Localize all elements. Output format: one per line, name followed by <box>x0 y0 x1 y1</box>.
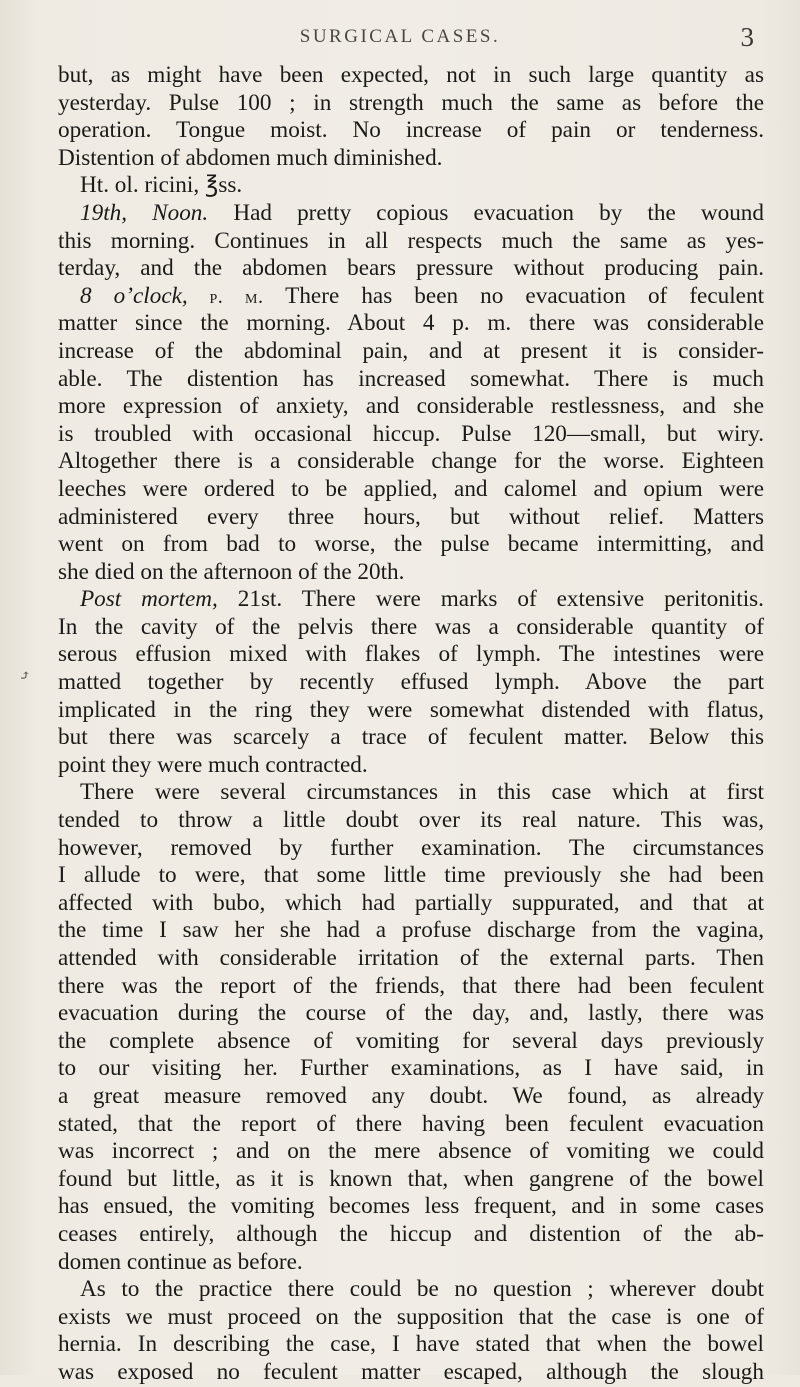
text-line <box>58 1249 764 1277</box>
line-text: terday, and the abdomen bears pressure without producing pain. <box>58 255 764 282</box>
text-line <box>58 1138 764 1166</box>
line-text: the time I saw her she had a profuse discharge from the vagina, <box>58 917 764 944</box>
text-line <box>58 90 764 118</box>
line-text: a great measure removed any doubt. We found, as already <box>58 1082 764 1109</box>
line-text: evacuation during the course of the day, and, lastly, there was <box>58 1000 764 1027</box>
line-text: is troubled with occasional hiccup. Pulse 120—small, but wiry. <box>58 420 764 447</box>
line-text: has ensued, the vomiting becomes less frequent, and in some cases <box>58 1193 764 1220</box>
line-text: Distention of abdomen much diminished. <box>58 144 443 171</box>
text-line <box>58 1083 764 1111</box>
text-line <box>58 1166 764 1194</box>
text-line <box>58 255 764 283</box>
text-line <box>58 752 764 780</box>
italic-lead: Post mortem, <box>80 586 218 613</box>
text-line <box>58 724 764 752</box>
text-line <box>58 338 764 366</box>
line-text: hernia. In describing the case, I have stated that when the bowel <box>58 1331 764 1358</box>
line-text: administered every three hours, but without relief. Matters <box>58 503 764 530</box>
text-line <box>58 641 764 669</box>
line-text: to our visiting her. Further examinations, as I have said, in <box>58 1055 764 1082</box>
line-text: able. The distention has increased somewhat. There is much <box>58 365 764 392</box>
line-text: leeches were ordered to be applied, and calomel and opium were <box>58 475 764 502</box>
text-line <box>58 366 764 394</box>
line-text: increase of the abdominal pain, and at present it is consider- <box>58 337 764 364</box>
text-line <box>58 1276 764 1304</box>
text-line <box>58 945 764 973</box>
line-text: Altogether there is a considerable change for the worse. Eighteen <box>58 448 764 475</box>
text-line <box>58 1000 764 1028</box>
line-text: Ht. ol. ricini, ℥ss. <box>80 172 243 199</box>
text-line <box>58 973 764 1001</box>
text-line <box>58 586 764 614</box>
line-text: domen continue as before. <box>58 1248 303 1275</box>
text-line <box>58 421 764 449</box>
text-line <box>58 1028 764 1056</box>
text-line <box>58 448 764 476</box>
text-line <box>58 1331 764 1359</box>
line-text: serous effusion mixed with flakes of lymph. The intestines were <box>58 641 764 668</box>
italic-lead: 19th, Noon. <box>80 199 209 226</box>
line-text: point they were much contracted. <box>58 751 368 778</box>
line-text: was exposed no feculent matter escaped, although the slough <box>58 1358 764 1385</box>
text-line <box>58 1193 764 1221</box>
line-text: this morning. Continues in all respects much the same as yes- <box>58 227 764 254</box>
text-line <box>58 807 764 835</box>
line-text: stated, that the report of there having been feculent evacuation <box>58 1110 764 1137</box>
line-text: matted together by recently effused lymph. Above the part <box>58 669 764 696</box>
text-line <box>58 890 764 918</box>
line-text: was incorrect ; and on the mere absence of vomiting we could <box>58 1138 764 1165</box>
text-line <box>58 1221 764 1249</box>
line-text: As to the practice there could be no question ; wherever doubt <box>80 1276 764 1303</box>
text-line <box>58 669 764 697</box>
line-text: but, as might have been expected, not in such large quantity as <box>58 62 764 88</box>
line-text: matter since the morning. About 4 p. m. there was considerable <box>58 310 764 337</box>
text-line <box>58 1304 764 1332</box>
line-text: operation. Tongue moist. No increase of pain or tenderness. <box>58 117 764 144</box>
text-line <box>58 531 764 559</box>
text-line <box>58 559 764 587</box>
line-text: exists we must proceed on the supposition that the case is one of <box>58 1303 764 1330</box>
text-line <box>58 62 764 90</box>
text-line <box>58 779 764 807</box>
text-line <box>58 393 764 421</box>
line-text: attended with considerable irritation of the external parts. Then <box>58 945 764 971</box>
text-line <box>58 1359 764 1387</box>
line-text: she died on the afternoon of the 20th. <box>58 558 405 585</box>
line-text: Had pretty copious evacuation by the wound <box>208 199 764 226</box>
margin-mark-icon: ⤴ <box>19 668 31 684</box>
text-line <box>58 614 764 642</box>
line-text: There were several circumstances in this case which at first <box>80 779 764 806</box>
line-text: however, removed by further examination. The circumstances <box>58 834 764 861</box>
text-line <box>58 117 764 145</box>
body-text <box>58 62 764 1387</box>
page-number: 3 <box>740 22 754 52</box>
line-text: the complete absence of vomiting for several days previously <box>58 1027 764 1054</box>
line-text: more expression of anxiety, and considerable restlessness, and she <box>58 393 764 420</box>
line-text: 21st. There were marks of extensive peritonitis. <box>217 586 764 613</box>
text-line <box>58 310 764 338</box>
small-caps-time: p. m. <box>187 285 264 308</box>
text-line <box>58 1055 764 1083</box>
text-line <box>58 228 764 256</box>
italic-lead: 8 o’clock, <box>80 282 188 309</box>
text-line <box>58 476 764 504</box>
line-text: There has been no evacuation of feculent <box>263 282 765 309</box>
line-text: In the cavity of the pelvis there was a considerable quantity of <box>58 613 764 640</box>
text-line <box>58 1111 764 1139</box>
line-text: went on from bad to worse, the pulse became intermitting, and <box>58 531 764 558</box>
text-line <box>58 917 764 945</box>
text-line <box>58 200 764 228</box>
text-line <box>58 283 764 311</box>
line-text: there was the report of the friends, that there had been feculent <box>58 972 764 999</box>
text-line <box>58 172 764 200</box>
text-line <box>58 145 764 173</box>
line-text: I allude to were, that some little time previously she had been <box>58 862 764 889</box>
line-text: but there was scarcely a trace of feculent matter. Below this <box>58 724 764 751</box>
running-title: SURGICAL CASES. <box>299 26 501 47</box>
line-text: tended to throw a little doubt over its real nature. This was, <box>58 807 764 834</box>
line-text: found but little, as it is known that, when gangrene of the bowel <box>58 1165 764 1192</box>
running-head <box>0 22 800 52</box>
line-text: affected with bubo, which had partially suppurated, and that at <box>58 889 764 916</box>
text-line <box>58 697 764 725</box>
text-line <box>58 862 764 890</box>
line-text: yesterday. Pulse 100 ; in strength much the same as before the <box>58 89 764 116</box>
text-line <box>58 504 764 532</box>
line-text: implicated in the ring they were somewhat distended with flatus, <box>58 696 764 723</box>
text-line <box>58 835 764 863</box>
line-text: ceases entirely, although the hiccup and distention of the ab- <box>58 1220 764 1247</box>
